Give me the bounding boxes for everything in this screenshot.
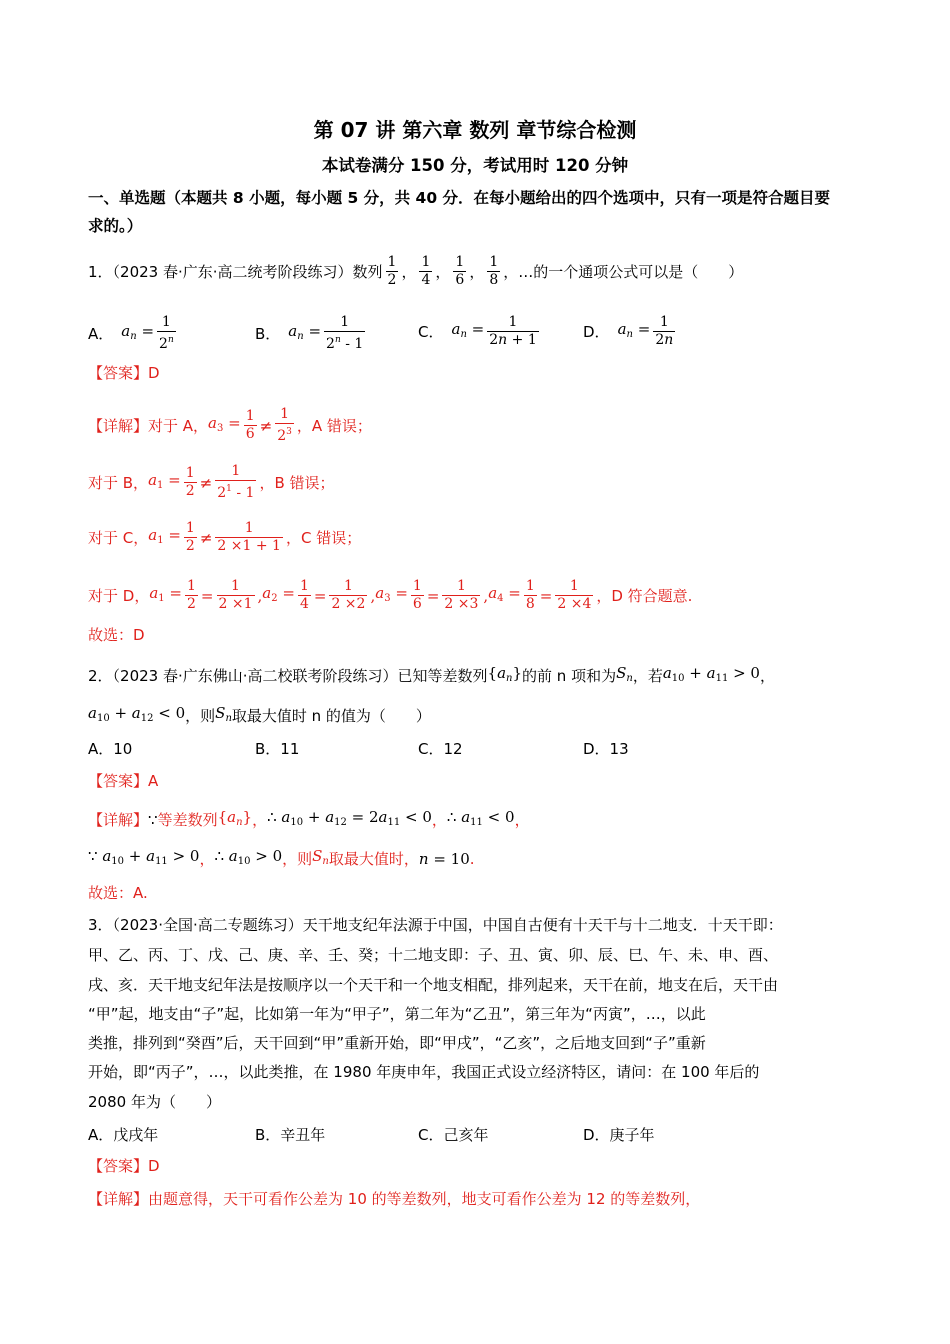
frac-1-6: $\frac{1}{6}$ [455, 254, 465, 288]
q1-option-d: D． $a_n$ = $\frac{1}{2n}$ [583, 314, 674, 348]
frac-1-2: $\frac{1}{2}$ [387, 254, 397, 288]
q1-detail-a: 【详解】 对于 A， $a_3$ = $\frac{1}{6}$ ≠ $\frac{1}{2^3}$ ，A 错误； [88, 406, 372, 444]
q3-stem-line5: 类推，排列到“癸酉”后，天干回到“甲”重新开始，即“甲戌”，“乙亥”，之后地支回到“子”重新 [88, 1034, 706, 1052]
q2-detail-line2: ∵ $a_{10} + a_{11} > 0$ ， ∴ $a_{10} > 0$ ，则 $S_n$ 取最大值时， n = 10 . [88, 847, 475, 868]
q2-option-a: A．10 [88, 740, 133, 758]
q3-stem-line6: 开始，即“丙子”，…，以此类推，在 1980 年庚申年，我国正式设立经济特区，请问：在 100 年后的 [88, 1063, 760, 1081]
q3-stem-line2: 甲、乙、丙、丁、戊、己、庚、辛、壬、癸；十二地支即：子、丑、寅、卯、辰、巳、午、未、申、酉、 [88, 946, 779, 964]
q1-detail-d: 对于 D， $a_1$ = $\frac{1}{2}$ = $\frac{1}{2 \times 1}$ , $a_2$ = $\frac{1}{4}$ = $\frac{1}{2 \times 2}$ , $a_3$ = $\frac{1}{6}$ = $\frac{1}{2 \times 3}$ , $a_4$ = $\frac{1}{8}$ = $\frac{1}{2 \times 4}$ ，D 符合题意. [88, 578, 693, 612]
q3-detail: 【详解】由题意得，天干可看作公差为 10 的等差数列，地支可看作公差为 12 的等差数列， [88, 1190, 701, 1208]
q3-option-b: B．辛丑年 [255, 1126, 326, 1144]
q3-stem-line7: 2080 年为（ ） [88, 1093, 221, 1111]
q1-option-a: A． $a_n$ = $\frac{1}{2^n}$ [88, 314, 174, 352]
q2-option-b: B．11 [255, 740, 300, 758]
q2-stem-line1: 2．（2023 春·广东佛山·高二校联考阶段练习）已知等差数列 $\{a_n\}$ 的前 n 项和为 $S_n$ ，若 $a_{10} + a_{11} > 0$ ， [88, 664, 775, 685]
q1-detail-b: 对于 B， $a_1$ = $\frac{1}{2}$ ≠ $\frac{1}{2^1 - 1}$ ，B 错误； [88, 463, 335, 501]
q2-answer: 【答案】A [88, 772, 159, 790]
q1-detail-c: 对于 C， $a_1$ = $\frac{1}{2}$ ≠ $\frac{1}{2 \times 1 + 1}$ ，C 错误； [88, 520, 362, 554]
q3-stem-line4: “甲”起，地支由“子”起，比如第一年为“甲子”，第二年为“乙丑”，第三年为“丙寅”，…，以此 [88, 1005, 706, 1023]
q1-option-c: C． $a_n$ = $\frac{1}{2n + 1}$ [418, 314, 537, 348]
q3-option-d: D．庚子年 [583, 1126, 655, 1144]
q3-option-c: C．己亥年 [418, 1126, 489, 1144]
q2-stem-line2: $a_{10} + a_{12} < 0$ ，则 $S_n$ 取最大值时 n 的值为（ ） [88, 704, 431, 725]
page-subtitle: 本试卷满分 150 分，考试用时 120 分钟 [321, 156, 629, 175]
q1-conclusion: 故选：D [88, 626, 145, 644]
section-heading-line1: 一、单选题（本题共 8 小题，每小题 5 分，共 40 分．在每小题给出的四个选项中，只有一项是符合题目要 [88, 189, 831, 207]
q2-conclusion: 故选：A. [88, 884, 148, 902]
q3-stem-line3: 戌、亥．天干地支纪年法是按顺序以一个天干和一个地支相配，排列起来，天干在前，地支在后，天干由 [88, 976, 779, 994]
q1-stem: 1．（2023 春·广东·高二统考阶段练习）数列 $\frac{1}{2}$ ， $\frac{1}{4}$ ， $\frac{1}{6}$ ， $\frac{1}{8}$ ，…的一个通项公式可以是（ ） [88, 254, 744, 288]
q3-stem-line1: 3．（2023·全国·高二专题练习）天干地支纪年法源于中国，中国自古便有十天干与十二地支．十天干即： [88, 916, 783, 934]
q2-option-c: C．12 [418, 740, 463, 758]
section-heading-line2: 求的。） [88, 217, 143, 235]
q3-answer: 【答案】D [88, 1157, 160, 1175]
frac-1-8: $\frac{1}{8}$ [489, 254, 499, 288]
q2-option-d: D．13 [583, 740, 629, 758]
q2-detail-line1: 【详解】 ∵ 等差数列 $\{a_n\}$ ， ∴ $a_{10} + a_{12} = 2a_{11} < 0$ ， ∴ $a_{11} < 0$ ， [88, 808, 530, 829]
page-title: 第 07 讲 第六章 数列 章节综合检测 [313, 118, 637, 142]
q1-option-b: B． $a_n$ = $\frac{1}{2^n - 1}$ [255, 314, 364, 352]
frac-1-4: $\frac{1}{4}$ [421, 254, 431, 288]
q1-answer: 【答案】D [88, 364, 160, 382]
q3-option-a: A．戊戌年 [88, 1126, 159, 1144]
